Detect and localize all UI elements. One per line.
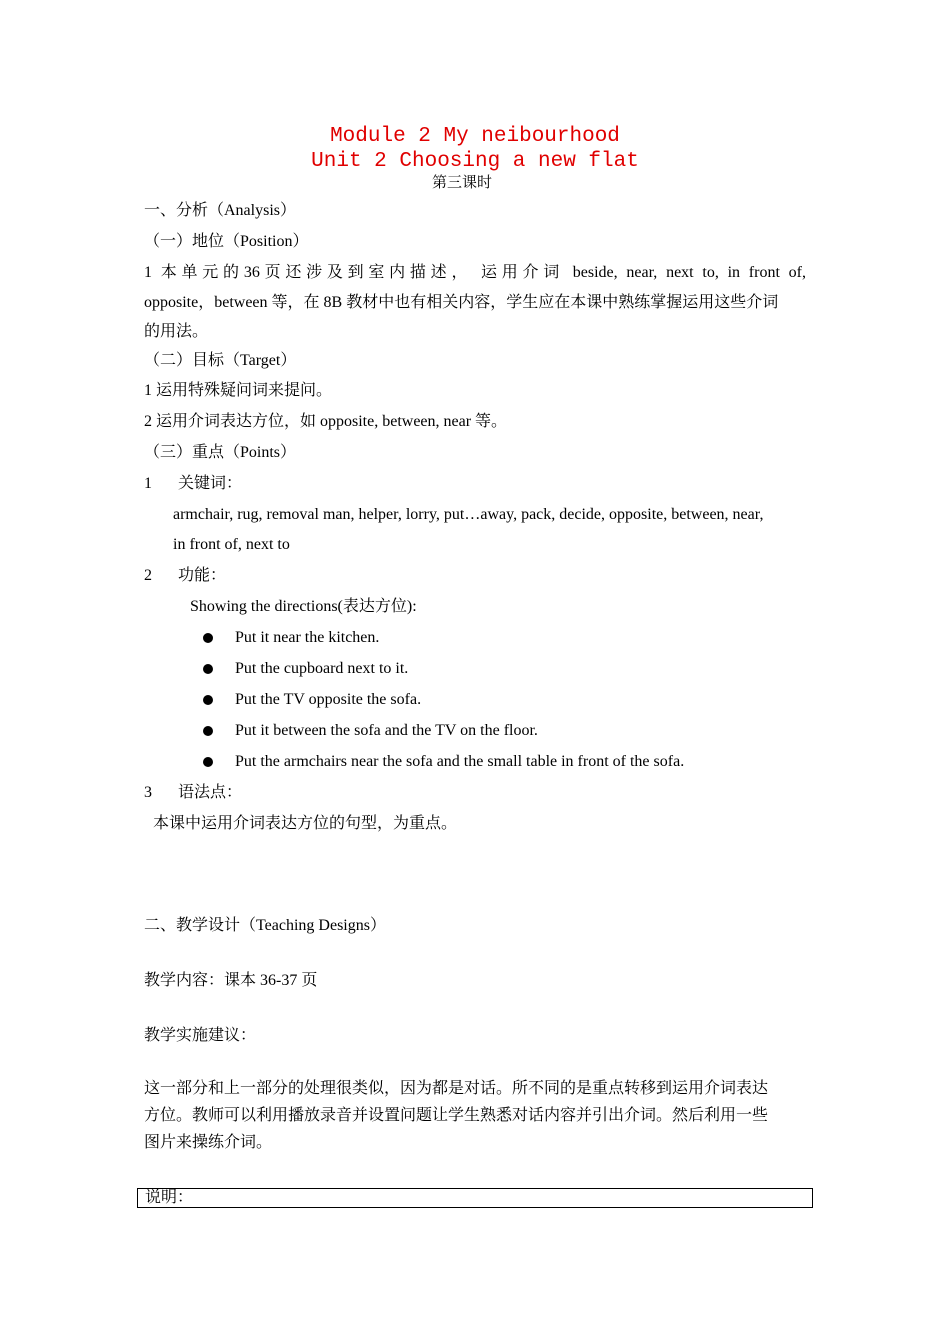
function-label: 功能： <box>178 567 227 584</box>
bullet-dot-icon <box>203 633 213 643</box>
keywords-number: 1 <box>144 475 152 492</box>
suggestion-paragraph-line-1: 这一部分和上一部分的处理很类似，因为都是对话。所不同的是重点转移到运用介词表达 <box>144 1080 769 1097</box>
design-heading: 二、教学设计（Teaching Designs） <box>144 917 386 934</box>
function-number: 2 <box>144 567 152 584</box>
target-heading: （二）目标（Target） <box>144 352 297 369</box>
note-box <box>137 1188 813 1208</box>
grammar-label: 语法点： <box>178 784 243 801</box>
position-heading: （一）地位（Position） <box>144 233 309 250</box>
bullet-item: Put it near the kitchen. <box>235 629 380 646</box>
position-paragraph-line-1: 1 本单元的36页还涉及到室内描述， 运用介词 beside, near, next to, in front of, <box>144 264 806 281</box>
function-intro: Showing the directions(表达方位): <box>190 598 417 615</box>
bullet-item: Put it between the sofa and the TV on the floor. <box>235 722 538 739</box>
bullet-dot-icon <box>203 695 213 705</box>
grammar-number: 3 <box>144 784 152 801</box>
points-heading: （三）重点（Points） <box>144 444 297 461</box>
suggestion-label: 教学实施建议： <box>144 1027 257 1044</box>
bullet-item: Put the TV opposite the sofa. <box>235 691 422 708</box>
bullet-dot-icon <box>203 757 213 767</box>
bullet-dot-icon <box>203 664 213 674</box>
keywords-label: 关键词： <box>178 475 243 492</box>
teaching-content: 教学内容：课本 36-37 页 <box>144 972 318 989</box>
bullet-item: Put the cupboard next to it. <box>235 660 409 677</box>
keywords-line-1: armchair, rug, removal man, helper, lorry, put…away, pack, decide, opposite, between, near, <box>173 506 764 523</box>
grammar-text: 本课中运用介词表达方位的句型，为重点。 <box>153 815 458 832</box>
note-label: 说明： <box>145 1189 194 1206</box>
target-item-2: 2 运用介词表达方位，如 opposite, between, near 等。 <box>144 413 508 430</box>
lesson-label: 第三课时 <box>431 175 492 191</box>
target-item-1: 1 运用特殊疑问词来提问。 <box>144 382 333 399</box>
keywords-line-2: in front of, next to <box>173 536 290 553</box>
module-title: Module 2 My neibourhood <box>330 125 620 148</box>
suggestion-paragraph-line-2: 方位。教师可以利用播放录音并设置问题让学生熟悉对话内容并引出介词。然后利用一些 <box>144 1107 769 1124</box>
bullet-dot-icon <box>203 726 213 736</box>
position-paragraph-line-2: opposite，between 等，在 8B 教材中也有相关内容，学生应在本课中熟练掌握运用这些介词 <box>144 294 779 311</box>
suggestion-paragraph-line-3: 图片来操练介词。 <box>144 1134 273 1151</box>
bullet-item: Put the armchairs near the sofa and the small table in front of the sofa. <box>235 753 685 770</box>
analysis-heading: 一、分析（Analysis） <box>144 202 297 219</box>
position-paragraph-line-3: 的用法。 <box>144 323 209 340</box>
unit-title: Unit 2 Choosing a new flat <box>311 150 639 173</box>
